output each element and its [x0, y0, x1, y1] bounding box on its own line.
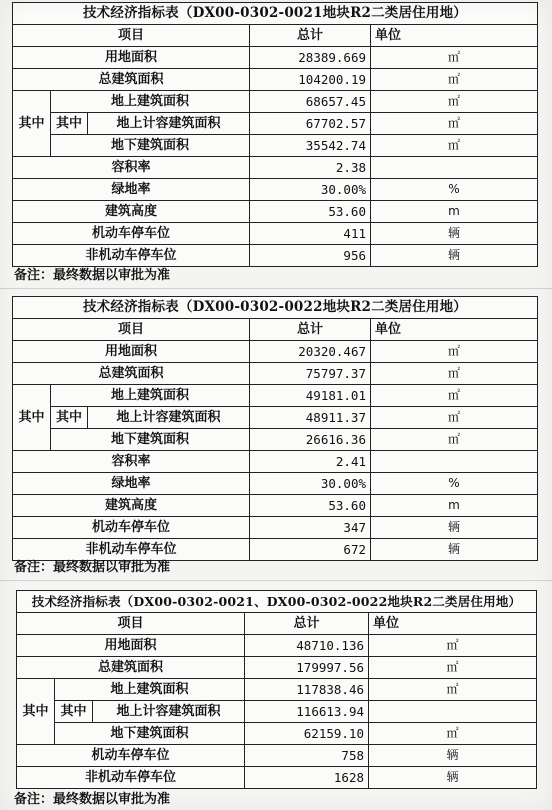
row-value: 30.00% — [250, 473, 371, 495]
row-total-floor-area — [13, 69, 538, 91]
row-value: 26616.36 — [250, 429, 371, 451]
row-value: 28389.669 — [250, 47, 371, 69]
row-label: 用地面积 — [17, 635, 245, 657]
row-value: 104200.19 — [250, 69, 371, 91]
row-value: 48911.37 — [250, 407, 371, 429]
row-value: 2.38 — [250, 157, 371, 179]
row-unit: % — [371, 473, 538, 495]
row-label: 地下建筑面积 — [51, 135, 250, 157]
row-value: 49181.01 — [250, 385, 371, 407]
row-underground-area — [13, 429, 538, 451]
row-unit: 辆 — [369, 767, 537, 789]
row-value: 75797.37 — [250, 363, 371, 385]
row-label: 地上计容建筑面积 — [88, 407, 250, 429]
row-label: 绿地率 — [13, 179, 250, 201]
row-unit: ㎡ — [369, 723, 537, 745]
table-note: 备注：最终数据以审批为准 — [14, 792, 171, 807]
row-label: 地上计容建筑面积 — [88, 113, 250, 135]
row-unit: ㎡ — [371, 385, 538, 407]
row-label: 用地面积 — [13, 47, 250, 69]
row-unit: ㎡ — [371, 429, 538, 451]
row-label: 地下建筑面积 — [55, 723, 245, 745]
row-value: 20320.467 — [250, 341, 371, 363]
row-label: 建筑高度 — [13, 201, 250, 223]
table-note: 备注：最终数据以审批为准 — [14, 560, 171, 575]
row-far-floor-area — [17, 701, 537, 723]
row-label: 机动车停车位 — [13, 223, 250, 245]
row-above-ground-area — [13, 385, 538, 407]
row-unit — [371, 157, 538, 179]
row-far-floor-area — [13, 407, 538, 429]
qizhong-outer: 其中 — [13, 91, 51, 157]
header-row — [17, 613, 537, 635]
row-value: 956 — [250, 245, 371, 267]
qizhong-inner: 其中 — [51, 113, 88, 135]
row-value: 672 — [250, 539, 371, 561]
row-label: 地上建筑面积 — [51, 385, 250, 407]
row-value: 35542.74 — [250, 135, 371, 157]
header-row — [13, 319, 538, 341]
row-far — [13, 157, 538, 179]
row-unit: 辆 — [369, 745, 537, 767]
qizhong-inner: 其中 — [55, 701, 93, 723]
row-value: 2.41 — [250, 451, 371, 473]
row-unit: 辆 — [371, 223, 538, 245]
row-green-ratio — [13, 179, 538, 201]
row-value: 67702.57 — [250, 113, 371, 135]
header-item: 项目 — [13, 25, 250, 47]
row-unit: ㎡ — [371, 363, 538, 385]
row-label: 非机动车停车位 — [13, 245, 250, 267]
row-label: 非机动车停车位 — [13, 539, 250, 561]
row-value: 53.60 — [250, 201, 371, 223]
row-unit: ㎡ — [371, 69, 538, 91]
row-label: 机动车停车位 — [17, 745, 245, 767]
row-building-height — [13, 495, 538, 517]
header-row — [13, 25, 538, 47]
row-land-area — [13, 47, 538, 69]
row-above-ground-area — [17, 679, 537, 701]
row-unit: ㎡ — [369, 635, 537, 657]
row-unit: ㎡ — [371, 113, 538, 135]
row-value: 30.00% — [250, 179, 371, 201]
row-unit: ㎡ — [371, 47, 538, 69]
row-unit: m — [371, 201, 538, 223]
row-building-height — [13, 201, 538, 223]
row-label: 容积率 — [13, 157, 250, 179]
row-unit — [369, 701, 537, 723]
row-far — [13, 451, 538, 473]
row-value: 117838.46 — [245, 679, 369, 701]
row-value: 53.60 — [250, 495, 371, 517]
row-label: 用地面积 — [13, 341, 250, 363]
header-unit: 单位 — [371, 25, 538, 47]
row-land-area — [17, 635, 537, 657]
row-value: 48710.136 — [245, 635, 369, 657]
qizhong-inner: 其中 — [51, 407, 88, 429]
row-value: 347 — [250, 517, 371, 539]
header-unit: 单位 — [371, 319, 538, 341]
row-value: 758 — [245, 745, 369, 767]
row-value: 1628 — [245, 767, 369, 789]
indicator-table-0021 — [12, 2, 538, 267]
header-total: 总计 — [250, 25, 371, 47]
row-car-parking — [13, 223, 538, 245]
row-label: 地下建筑面积 — [51, 429, 250, 451]
row-value: 62159.10 — [245, 723, 369, 745]
row-underground-area — [13, 135, 538, 157]
indicator-table-combined — [16, 590, 537, 789]
row-value: 411 — [250, 223, 371, 245]
table-title: 技术经济指标表（DX00-0302-0021、DX00-0302-0022地块R2二类居住用地） — [17, 591, 537, 613]
row-unit: ㎡ — [371, 91, 538, 113]
row-unit: ㎡ — [371, 407, 538, 429]
row-underground-area — [17, 723, 537, 745]
divider — [0, 580, 552, 581]
row-unit: ㎡ — [371, 341, 538, 363]
row-unit: ㎡ — [369, 679, 537, 701]
header-item: 项目 — [17, 613, 245, 635]
table-note: 备注：最终数据以审批为准 — [14, 268, 171, 283]
divider — [0, 288, 552, 289]
row-unit: ㎡ — [369, 657, 537, 679]
row-value: 179997.56 — [245, 657, 369, 679]
row-unit: ㎡ — [371, 135, 538, 157]
row-unit: m — [371, 495, 538, 517]
header-total: 总计 — [245, 613, 369, 635]
indicator-table-0022 — [12, 296, 538, 561]
row-label: 总建筑面积 — [13, 363, 250, 385]
row-bike-parking — [17, 767, 537, 789]
header-total: 总计 — [250, 319, 371, 341]
row-car-parking — [13, 517, 538, 539]
row-total-floor-area — [17, 657, 537, 679]
row-unit: 辆 — [371, 245, 538, 267]
row-value: 116613.94 — [245, 701, 369, 723]
qizhong-outer: 其中 — [17, 679, 55, 745]
row-green-ratio — [13, 473, 538, 495]
row-unit: % — [371, 179, 538, 201]
row-label: 地上建筑面积 — [55, 679, 245, 701]
row-car-parking — [17, 745, 537, 767]
row-unit: 辆 — [371, 517, 538, 539]
table-title: 技术经济指标表（DX00-0302-0022地块R2二类居住用地） — [13, 297, 538, 319]
header-unit: 单位 — [369, 613, 537, 635]
header-item: 项目 — [13, 319, 250, 341]
row-land-area — [13, 341, 538, 363]
row-label: 总建筑面积 — [17, 657, 245, 679]
row-unit: 辆 — [371, 539, 538, 561]
row-label: 绿地率 — [13, 473, 250, 495]
row-far-floor-area — [13, 113, 538, 135]
row-label: 建筑高度 — [13, 495, 250, 517]
table-title: 技术经济指标表（DX00-0302-0021地块R2二类居住用地） — [13, 3, 538, 25]
row-label: 总建筑面积 — [13, 69, 250, 91]
row-unit — [371, 451, 538, 473]
row-label: 机动车停车位 — [13, 517, 250, 539]
row-label: 地上计容建筑面积 — [93, 701, 245, 723]
row-above-ground-area — [13, 91, 538, 113]
row-label: 地上建筑面积 — [51, 91, 250, 113]
qizhong-outer: 其中 — [13, 385, 51, 451]
row-total-floor-area — [13, 363, 538, 385]
row-value: 68657.45 — [250, 91, 371, 113]
row-label: 容积率 — [13, 451, 250, 473]
row-label: 非机动车停车位 — [17, 767, 245, 789]
